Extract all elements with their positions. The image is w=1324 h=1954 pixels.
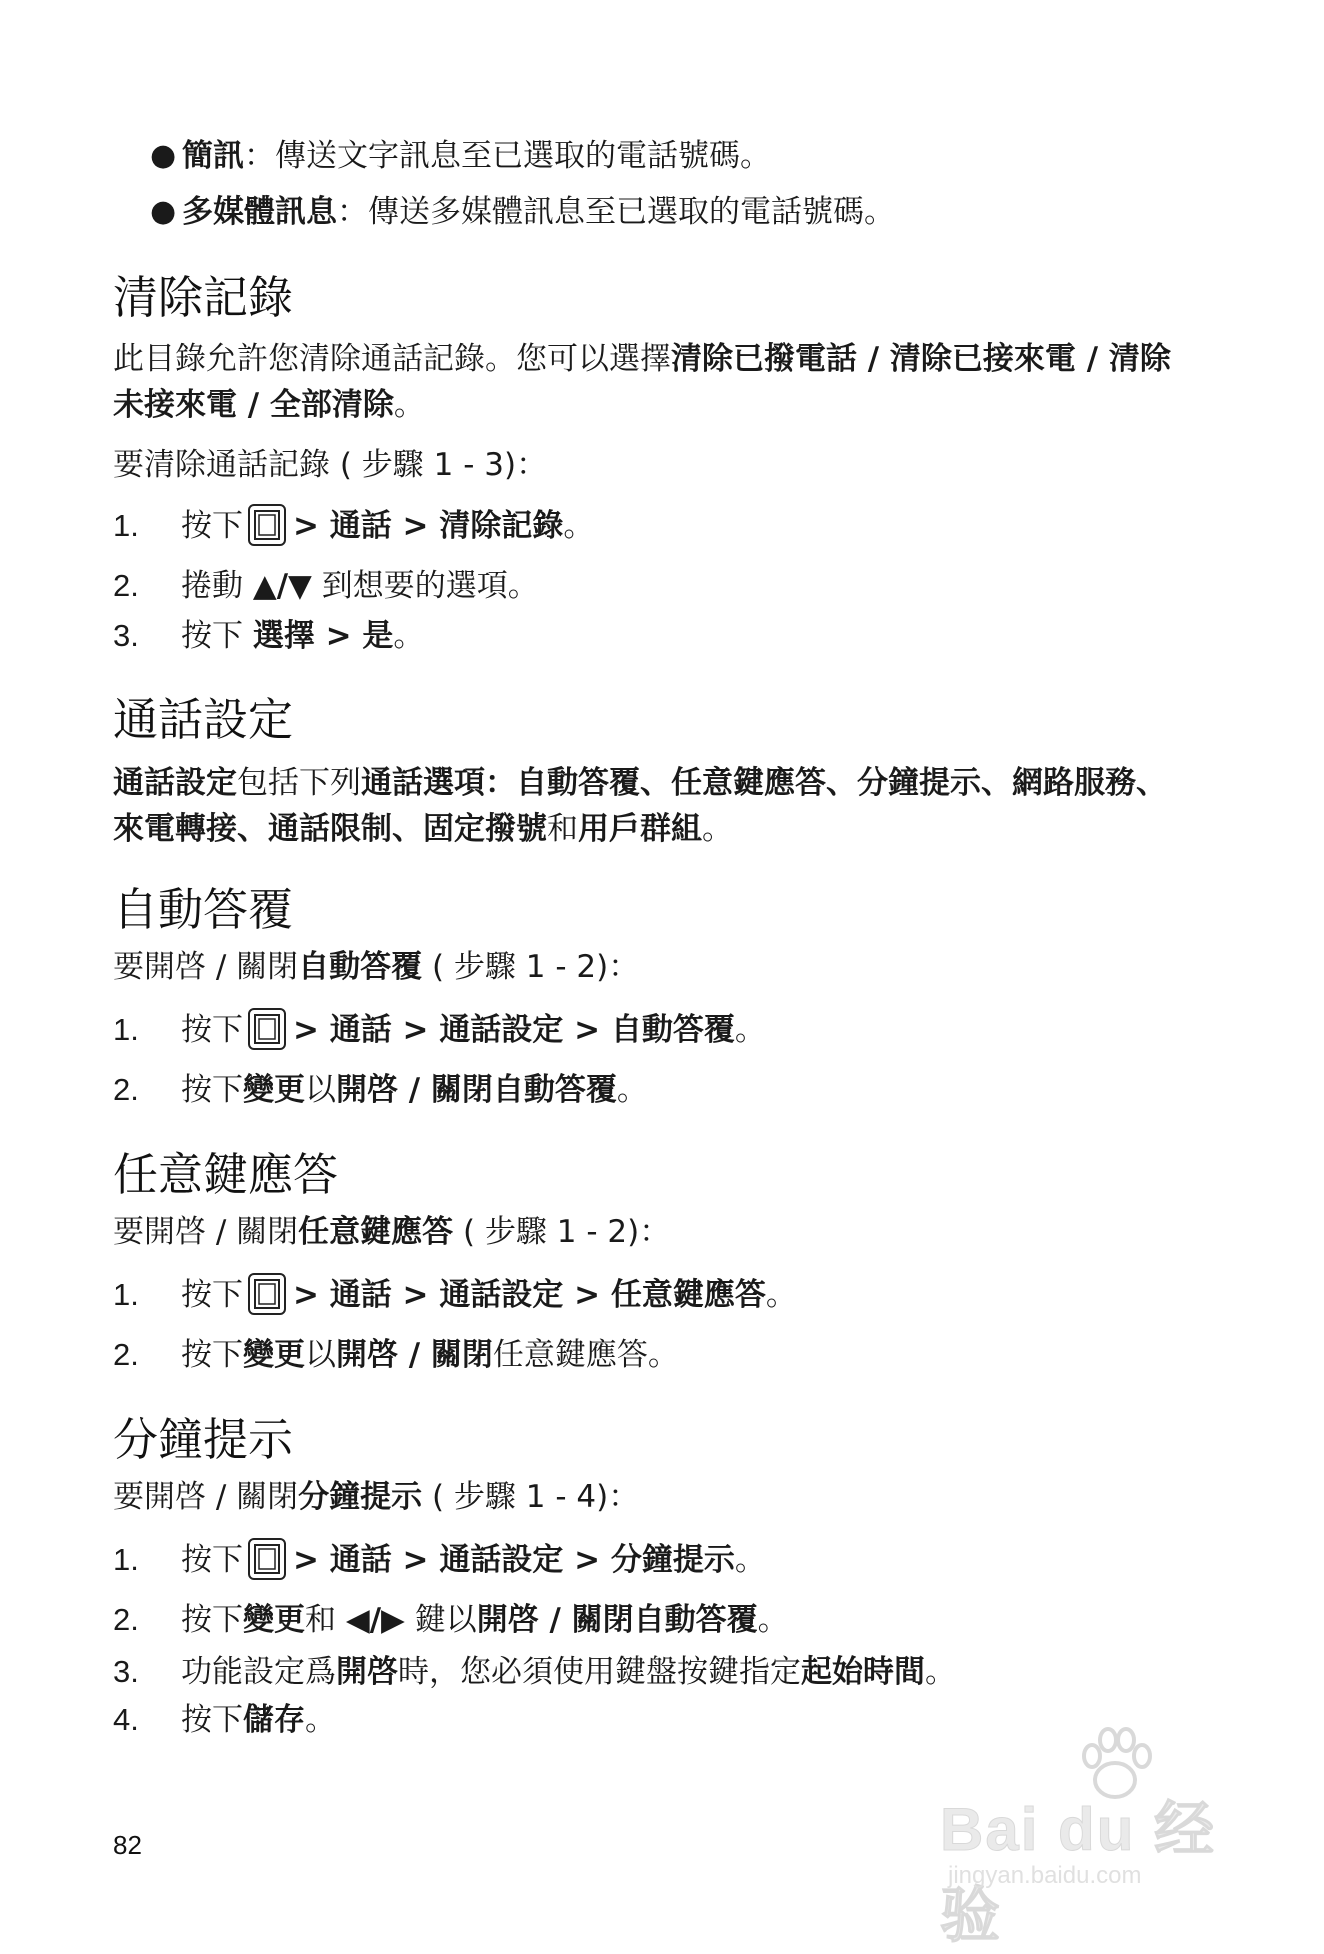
step-number: 2. [113,1072,139,1107]
step-text: 和 [305,1602,346,1638]
section-title: 任意鍵應答 [113,1148,339,1201]
step-item [113,1650,1173,1698]
section-clear-records [113,268,1173,664]
step-number: 1. [113,1012,139,1047]
section-paragraph [113,760,1173,852]
step-bold: 開啓 / 關閉自動答覆 [336,1072,617,1108]
step-item [113,614,1173,664]
step-text: 按下 [181,1012,243,1048]
step-item [113,504,1173,564]
steps-list [113,504,1173,664]
steps-intro [113,944,1173,990]
step-bold: 起始時間 [801,1654,925,1690]
steps-list [113,1273,1173,1383]
step-text: 按下 [181,1702,243,1738]
menu-key-icon [247,503,287,547]
bullet-term: 多媒體訊息 [182,194,337,230]
step-text: 功能設定爲 [181,1654,336,1690]
section-title: 分鐘提示 [113,1413,294,1466]
step-number: 2. [113,568,139,603]
intro-text: 要開啓 / 關閉 [113,1214,299,1250]
para-end: 。 [702,811,733,847]
step-bold: 開啓 / 關閉 [336,1337,493,1373]
step-end: 。 [765,1277,797,1313]
step-text: 按下 [181,508,243,544]
para-bold: 用戶群組 [578,811,702,847]
step-number: 3. [113,618,139,653]
intro-bold: 自動答覆 [298,949,423,985]
bullet-dot-icon: ● [150,194,177,229]
step-number: 1. [113,508,139,543]
step-number: 2. [113,1337,139,1372]
intro-bold: 任意鍵應答 [298,1214,454,1250]
menu-key-icon [247,1272,287,1316]
step-bold: ▲/▼ [252,568,312,604]
step-number: 2. [113,1602,139,1637]
step-item [113,1068,1173,1118]
step-text: 以 [305,1337,336,1373]
baidu-watermark [940,1720,1270,1949]
menu-key-icon [247,1007,287,1051]
steps-list [113,1008,1173,1118]
steps-intro [113,1474,1173,1520]
step-bold: > 通話 > 清除記錄 [293,508,564,544]
step-number: 4. [113,1702,139,1737]
step-end: 。 [647,1337,679,1373]
section-minute-alert [113,1410,1173,1746]
step-bold: 變更 [243,1337,305,1373]
step-text: 捲動 [181,568,253,604]
step-number: 1. [113,1277,139,1312]
step-item [113,1538,1173,1598]
step-number: 1. [113,1542,139,1577]
bullet-dot-icon: ● [150,138,177,173]
intro-text: 要開啓 / 關閉 [113,949,299,985]
para-text: 包括下列 [237,765,361,801]
step-bold: 選擇 > 是 [252,618,394,654]
intro-end: ( 步驟 1 - 2)： [453,1214,671,1250]
bullet-item [150,133,1190,189]
step-end: 。 [734,1012,766,1048]
step-bold: 變更 [243,1072,305,1108]
section-auto-answer [113,880,1173,1118]
intro-end: ( 步驟 1 - 2)： [422,949,640,985]
step-text: 按下 [181,1542,243,1578]
bullet-desc: ：傳送多媒體訊息至已選取的電話號碼。 [337,194,895,230]
step-bold: > 通話 > 通話設定 > 任意鍵應答 [293,1277,766,1313]
steps-intro: 要清除通話記錄 ( 步驟 1 - 3)： [113,447,548,483]
section-title: 通話設定 [113,693,294,746]
step-text: 按下 [181,1277,243,1313]
step-bold: 儲存 [243,1702,305,1738]
step-text: 按下 [181,1072,243,1108]
step-end: 。 [734,1542,766,1578]
step-bold: 開啓 [336,1654,398,1690]
bullet-desc: ：傳送文字訊息至已選取的電話號碼。 [244,138,771,174]
section-title: 自動答覆 [113,883,294,936]
step-end: 。 [616,1072,648,1108]
watermark-logo: Bai du 经验 [940,1796,1217,1949]
steps-intro [113,1209,1173,1255]
para-end: 。 [393,387,425,423]
para-bold: 通話設定 [113,765,237,801]
para-text: 和 [547,811,578,847]
bullet-item [150,189,1190,245]
bullet-list [150,133,1190,245]
step-item [113,1273,1173,1333]
step-item [113,1598,1173,1650]
step-end: 。 [757,1602,789,1638]
intro-text: 要開啓 / 關閉 [113,1479,299,1515]
step-end: 。 [563,508,595,544]
section-any-key-answer [113,1145,1173,1383]
step-text: 以 [305,1072,336,1108]
step-text: 按下 [181,1602,243,1638]
para-bold: 通話選項：自動答覆、任意鍵應答、分鐘提示、網路服務、來電轉接、通話限制、固定撥號 [113,765,1167,847]
menu-key-icon [247,1537,287,1581]
step-bold: > 通話 > 通話設定 > 自動答覆 [293,1012,735,1048]
bullet-term: 簡訊 [182,138,244,174]
watermark-url: jingyan.baidu.com [948,1862,1142,1889]
step-end: 到想要的選項。 [311,568,539,604]
para-text: 此目錄允許您清除通話記錄。您可以選擇 [113,341,671,377]
step-number: 3. [113,1654,139,1689]
step-text: 按下 [181,618,253,654]
step-item [113,1008,1173,1068]
step-text: 鍵以 [404,1602,477,1638]
intro-end: ( 步驟 1 - 4)： [422,1479,640,1515]
step-end: 。 [393,618,425,654]
section-title: 清除記錄 [113,271,294,324]
step-text: 時，您必須使用鍵盤按鍵指定 [398,1654,801,1690]
step-item [113,1333,1173,1383]
step-bold: > 通話 > 通話設定 > 分鐘提示 [293,1542,735,1578]
step-end: 。 [305,1702,336,1738]
intro-bold: 分鐘提示 [298,1479,423,1515]
step-bold: 開啓 / 關閉自動答覆 [476,1602,758,1638]
step-bold: 變更 [243,1602,305,1638]
step-text: 按下 [181,1337,243,1373]
page-number: 82 [113,1830,142,1860]
para-bold: 清除已撥電話 / 清除已接來電 / 清除未接來電 / 全部清除 [113,341,1171,423]
section-call-settings [113,690,1173,852]
step-text: 任意鍵應答 [492,1337,648,1373]
step-end: 。 [925,1654,956,1690]
steps-list [113,1538,1173,1746]
step-bold: ◀/▶ [345,1602,405,1638]
section-paragraph [113,336,1173,428]
step-item [113,564,1173,614]
